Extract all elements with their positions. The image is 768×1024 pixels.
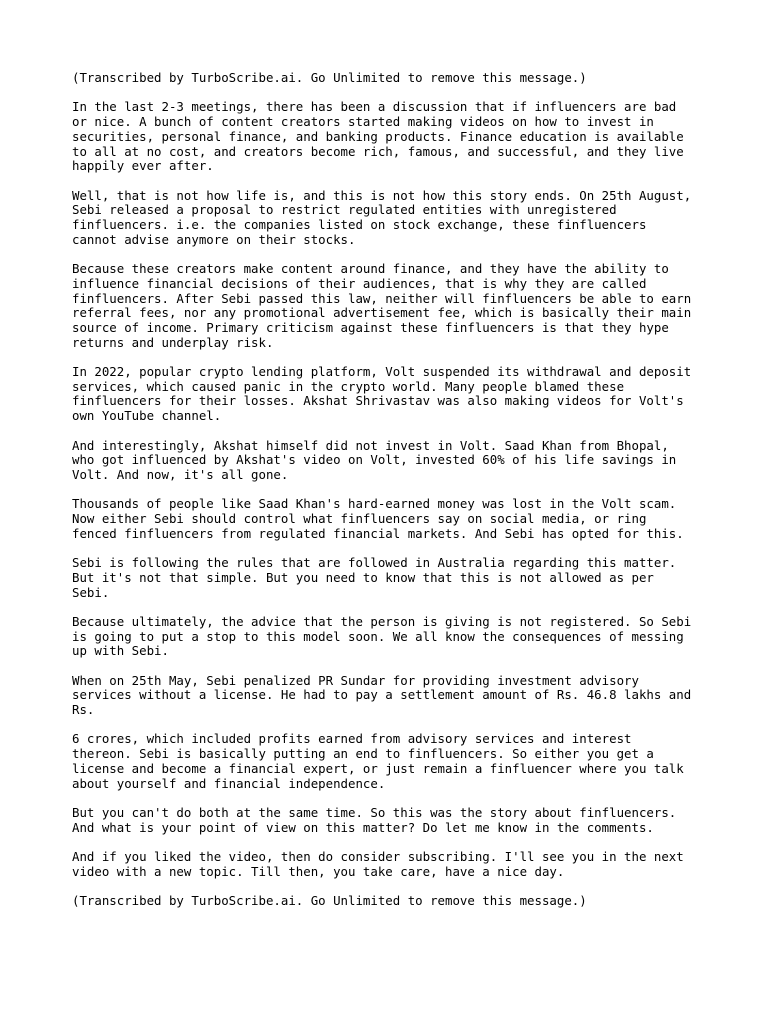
transcription-notice-bottom: (Transcribed by TurboScribe.ai. Go Unlimited to remove this message.) bbox=[72, 893, 587, 909]
paragraph-intro: In the last 2-3 meetings, there has been a discussion that if influencers are bad or nice. A bunch of content creators started making videos on how to invest in securities, personal finance, and banking products. Finance education is available to all at no cost, and creators become rich, famous, and successful, and they live happily ever after. bbox=[72, 99, 684, 174]
paragraph-pr-sundar: When on 25th May, Sebi penalized PR Sundar for providing investment advisory services without a license. He had to pay a settlement amount of Rs. 46.8 lakhs and Rs. bbox=[72, 672, 692, 718]
document-page bbox=[72, 71, 712, 924]
transcription-notice-top: (Transcribed by TurboScribe.ai. Go Unlimited to remove this message.) bbox=[72, 70, 587, 85]
paragraph-volt-2022: In 2022, popular crypto lending platform, Volt suspended its withdrawal and deposit services, which caused panic in the crypto world. Many people blamed these finfluencers for their losses. Akshat Shrivastav was also making videos for Volt's own YouTube channel. bbox=[72, 364, 692, 424]
paragraph-crores: 6 crores, which included profits earned from advisory services and interest thereon. Sebi is basically putting an end to finfluencers. So either you get a license and become a financial expert, or just remain a finfluencer where you talk about yourself and financial independence. bbox=[72, 731, 684, 791]
paragraph-australia-rules: Sebi is following the rules that are followed in Australia regarding this matter. But it's not that simple. But you need to know that this is not allowed as per Sebi. bbox=[72, 555, 677, 600]
paragraph-outro: And if you liked the video, then do consider subscribing. I'll see you in the next video with a new topic. Till then, you take care, have a nice day. bbox=[72, 849, 684, 879]
paragraph-finfluencer-definition: Because these creators make content around finance, and they have the ability to influence financial decisions of their audiences, that is why they are called finfluencers. After Sebi passed this law, neither will finfluencers be able to earn referral fees, nor any promotional advertisement fee, which is basically their main source of income. Primary criticism against these finfluencers is that they hype returns and underplay risk. bbox=[72, 261, 692, 350]
paragraph-sebi-proposal: Well, that is not how life is, and this is not how this story ends. On 25th August, Sebi released a proposal to restrict regulated entities with unregistered finfluencers. i.e. the companies listed on stock exchange, these finfluencers cannot advise anymore on their stocks. bbox=[72, 187, 692, 247]
paragraph-not-registered: Because ultimately, the advice that the person is giving is not registered. So Sebi is going to put a stop to this model soon. We all know the consequences of messing up with Sebi. bbox=[72, 613, 692, 659]
paragraph-saad-khan: And interestingly, Akshat himself did not invest in Volt. Saad Khan from Bhopal, who got influenced by Akshat's video on Volt, invested 60% of his life savings in Volt. And now, it's all gone. bbox=[72, 437, 677, 482]
paragraph-point-of-view: But you can't do both at the same time. So this was the story about finfluencers. And what is your point of view on this matter? Do let me know in the comments. bbox=[72, 804, 677, 835]
paragraph-volt-scam: Thousands of people like Saad Khan's hard-earned money was lost in the Volt scam. Now either Sebi should control what finfluencers say on social media, or ring fenced finfluencers from regulated financial markets. And Sebi has opted for this. bbox=[72, 496, 684, 541]
